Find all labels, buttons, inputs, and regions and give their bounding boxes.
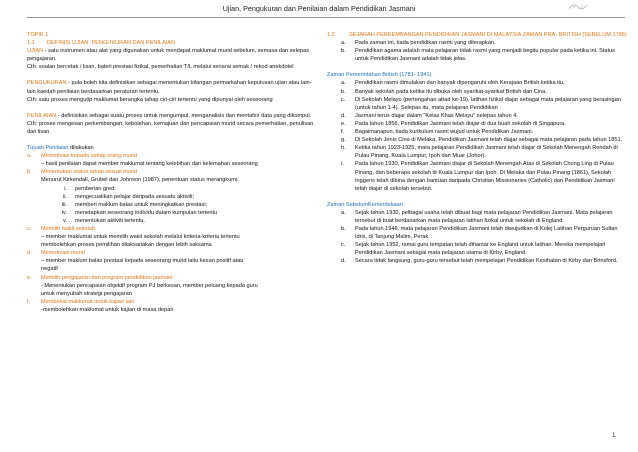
- pengukuran-example: Cth: satu proses mengutip maklumat berangka tahap ciri-ciri tertentu yang dipunyai oleh seseorang: [27, 96, 273, 103]
- tujuan-item: [27, 152, 319, 160]
- sub-item-number: i.: [64, 185, 67, 192]
- tujuan-heading: [27, 144, 319, 152]
- left-column: [27, 31, 319, 314]
- item-text: Pada zaman ini, tiada pendidikan rasmi yang diterapkan.: [355, 40, 496, 47]
- item-line: – member maklumat untuk memilih wakil sekolah melalui kriteria-kriteria tertentu: [41, 234, 240, 241]
- item-heading: Memotivasi murid: [41, 250, 85, 257]
- item-label: d.: [27, 250, 32, 257]
- sub-item: [27, 217, 319, 225]
- item-line: – hasil penilaian dapat member maklumat tentang kelebihan dan kelemahan seseorang: [41, 161, 258, 168]
- section-title: SEJARAH PERKEMBANGAN PENDIDIKAN JASMANI DI MALAYSIA ZAMAN PRA- BRITISH (SEBELUM 1786): [349, 32, 627, 38]
- list-item: [327, 47, 627, 63]
- item-label: f.: [27, 298, 31, 305]
- item-label: a.: [341, 80, 346, 87]
- section-heading-1-2: [327, 31, 627, 39]
- item-text: Jasmani terus diajar dalam "Kelas Khas Melayu" selepas tahun 4.: [355, 112, 518, 119]
- penilaian-paragraph: [27, 112, 319, 120]
- item-label: c.: [341, 96, 346, 103]
- tujuan-item: [27, 249, 319, 257]
- item-label: b.: [341, 226, 346, 233]
- pre-independence-heading: Zaman SebelumKemerdekaan: [327, 201, 403, 208]
- item-line: Menurut Kirkendall, Grubel dan Johnson (1987), penentuan status merangkumi:: [41, 177, 239, 184]
- sub-item-text: menetapkan seseorang individu dalam kumpulan tertentu: [75, 209, 218, 216]
- topic-label: TOPIK 1: [27, 32, 49, 38]
- item-text: Pendidikan rasmi dimulakan dan banyak dipengaruhi oleh Kerajaan British ketika itu.: [355, 80, 565, 87]
- header-divider: [27, 17, 625, 18]
- item-line: - Menentukan pencapaian objektif program PJ berkesan, member peluang kepada guru: [41, 282, 258, 289]
- section-number: 1.2: [327, 32, 335, 38]
- british-era-heading: Zaman Pemerintahan British (1781- 1941): [327, 72, 432, 79]
- item-label: a.: [27, 153, 32, 160]
- list-item: [327, 128, 627, 136]
- item-label: f.: [341, 129, 345, 136]
- penilaian-example: Cth: proses mengesan perkembangan, kebolehan, kemajuan dan pencapaian murid secara pemerhatian, penulisan dan lisan: [27, 120, 314, 135]
- ujian-text: - satu instrumen atau alat yang digunakan untuk mendapat maklumat murid sebelum, semasa dan selepas pengajaran.: [27, 48, 310, 63]
- item-label: i.: [341, 161, 344, 168]
- pengukuran-paragraph: [27, 79, 319, 95]
- page-number: 1: [612, 432, 616, 439]
- item-text: Pada tahun 1856, Pendidikan Jasmani telah diajar di dua buah sekolah di Singapura.: [355, 120, 566, 127]
- item-line: -membolehkan maklumat untuk kajian di masa depan: [41, 306, 174, 313]
- sub-item-text: menentukan aktiviti tertentu.: [75, 217, 145, 224]
- item-text: Di Sekolah Jenis Cina di Melaka, Pendidikan Jasmani telah diajar sebagai mata pelajaran pada tahun 1851.: [355, 137, 623, 144]
- list-item: [327, 160, 627, 192]
- item-text: Bagaimanapun, tiada kurikulum rasmi wujud untuk Pendidikan Jasmani.: [355, 129, 534, 136]
- item-text: Sejak tahun 1952, ramai guru tempatan telah dihantar ke England untuk latihan. Mereka mempelajari Pendidikan Jasmani sebagai mata pelajaran utama di Kirby, England.: [355, 242, 606, 257]
- item-text: Secara tidak langsung, guru-guru tersebut telah mempelajari Pendidikan Kesihatan di Kirby dan Brinsford.: [355, 258, 618, 265]
- list-item: [327, 120, 627, 128]
- sub-item-number: iii.: [61, 201, 67, 208]
- item-label: e.: [27, 274, 32, 281]
- item-text: Banyak sekolah pada ketika itu dibuka oleh syarikat-syarikat British dan Cina.: [355, 88, 547, 95]
- tujuan-item: [27, 274, 319, 282]
- sub-item: [27, 209, 319, 217]
- item-line: negatif: [41, 266, 58, 273]
- item-label: b.: [341, 88, 346, 95]
- item-text: Di Sekolah Melayu (pertengahan abad ke-19), latihan fizikal diajar sebagai mata pelajaran yang berasingan (untuk tahun 1-4). Selepas itu, mata pelajaran Pendidikan: [355, 96, 621, 111]
- pengukuran-text: - pula boleh kita definisikan sebagai menentukan bilangan permarkahan keputusan ujian atau lain-lain kaedah penilaian berdasarkan peraturan tertentu.: [27, 80, 312, 95]
- sub-item-text: pemberian gred;: [75, 185, 116, 192]
- item-label: b.: [27, 169, 32, 176]
- tujuan-title: Tujuan Penilaian: [27, 145, 69, 152]
- list-item: [327, 241, 627, 257]
- item-label: d.: [341, 112, 346, 119]
- section-number: 1.1: [27, 40, 35, 47]
- item-label: g.: [341, 137, 346, 144]
- sub-item: [27, 185, 319, 193]
- tujuan-item: [27, 225, 319, 233]
- sub-item-number: ii.: [62, 193, 67, 200]
- tujuan-list: [27, 152, 319, 314]
- list-item: [327, 39, 627, 47]
- list-item: [327, 225, 627, 241]
- item-heading: Menentukan status tahap sesuai murid: [41, 169, 138, 176]
- list-item: [327, 88, 627, 96]
- logo-icon: [567, 2, 589, 11]
- item-text: Pendidikan agama adalah mata pelajaran tidak rasmi yang menjadi begitu popular pada ketika ini. Status untuk Pendidikan Jasmani adalah tidak jelas.: [355, 48, 615, 63]
- item-label: a.: [341, 40, 346, 47]
- item-label: c.: [27, 225, 32, 232]
- pengukuran-label: PENGUKURAN: [27, 80, 67, 87]
- header-title: Ujian, Pengukuran dan Penilaian dalam Pendidikan Jasmani: [222, 4, 416, 13]
- item-line: membolehkan proses pemilihan dilaksanakan dengan lebih saksama: [41, 242, 212, 249]
- item-label: b.: [341, 48, 346, 55]
- pra-british-list: [327, 39, 627, 63]
- list-item: [327, 144, 627, 160]
- item-heading: Memotivasi kepada setiap orang murid: [41, 153, 138, 160]
- ujian-example: Cth: soalan bercetak / lisan, bateri prestasi fizikal, pemerhatian T/L melalui senarai semak / rekod anekdotel: [27, 64, 294, 71]
- section-heading-1-1: [27, 39, 319, 47]
- item-text: Pada tahun 1946, mata pelajaran Pendidikan Jasmani telah diwujudkan di Kolej Latihan Perguruan Sultan Idris, di Tanjung Malim, Perak.: [355, 226, 618, 241]
- item-text: Sejak tahun 1930, pelbagai usaha telah dibuat bagi mata pelajaran Pendidikan Jasmani. Mata pelajaran tersebut di buat berdasarkan mata pelajaran latihan fizikal untuk sekolah di England.: [355, 209, 613, 224]
- list-item: [327, 96, 627, 112]
- sub-item: [27, 193, 319, 201]
- item-label: d.: [341, 258, 346, 265]
- item-heading: Memilih wakil sekolah: [41, 225, 96, 232]
- item-heading: Membekal maklumat untuk kajian lain: [41, 298, 135, 305]
- item-text: Pada tahun 1930, Pendidikan Jasmani diajar di Sekolah Menengah Atas di Sekolah Chung Ling di Pulau Pinang, dan beberapa sekolah di Kuala Lumpur dan Ipoh. Di Melaka dan Pulau Pinang (1861), Sekolah Inggeris telah dibina dengan bantuan daripada Christian Missionaries (Catholic) dan Pendidikan Jasmani telah diajar di sekolah tersebut.: [355, 161, 615, 192]
- sub-item: [27, 201, 319, 209]
- right-column: [327, 31, 627, 266]
- list-item: [327, 112, 627, 120]
- section-title: DEFINISI UJIAN, PENGUKURAN DAN PENILAIAN: [47, 40, 176, 47]
- item-label: e.: [341, 120, 346, 127]
- list-item: [327, 79, 627, 87]
- british-era-list: [327, 79, 627, 192]
- item-label: h.: [341, 145, 346, 152]
- list-item: [327, 257, 627, 265]
- sub-item-number: iv.: [61, 209, 67, 216]
- sub-item-text: mengecualikan pelajar daripada sesuatu aktiviti;: [75, 193, 195, 200]
- list-item: [327, 136, 627, 144]
- penilaian-label: PENILAIAN: [27, 112, 57, 119]
- list-item: [327, 209, 627, 225]
- ujian-paragraph: [27, 47, 319, 63]
- sub-item-text: memberi maklum balas untuk meningkatkan prestasi;: [75, 201, 208, 208]
- document-header: [0, 4, 638, 13]
- tujuan-suffix: dilakukan: [68, 145, 94, 152]
- tujuan-item: [27, 298, 319, 306]
- ujian-label: UJIAN: [27, 48, 44, 55]
- item-line: untuk menyubah strategi pengajaran: [41, 290, 132, 297]
- tujuan-item: [27, 168, 319, 176]
- item-label: a.: [341, 209, 346, 216]
- sub-item-number: v.: [63, 217, 67, 224]
- pre-independence-list: [327, 209, 627, 266]
- item-text: Ketika tahun 1923-1925, mata pelajaran Pendidikan Jasmani telah diajar di Sekolah Menengah Rendah di Pulau Pinang, Kuala Lumpur, Ipoh dan Muar (Johor).: [355, 145, 618, 160]
- item-label: c.: [341, 242, 346, 249]
- item-line: – member maklum balas prestasi kepada seseorang murid iaitu kesan positif atau: [41, 258, 244, 265]
- penilaian-text: - definisikan sebagai suatu proses untuk mengumpul, menganalisis dan mentafsir data yang dikumpul.: [56, 112, 312, 119]
- item-heading: Memilih pengajaran dan program pendidikan jasmani: [41, 274, 173, 281]
